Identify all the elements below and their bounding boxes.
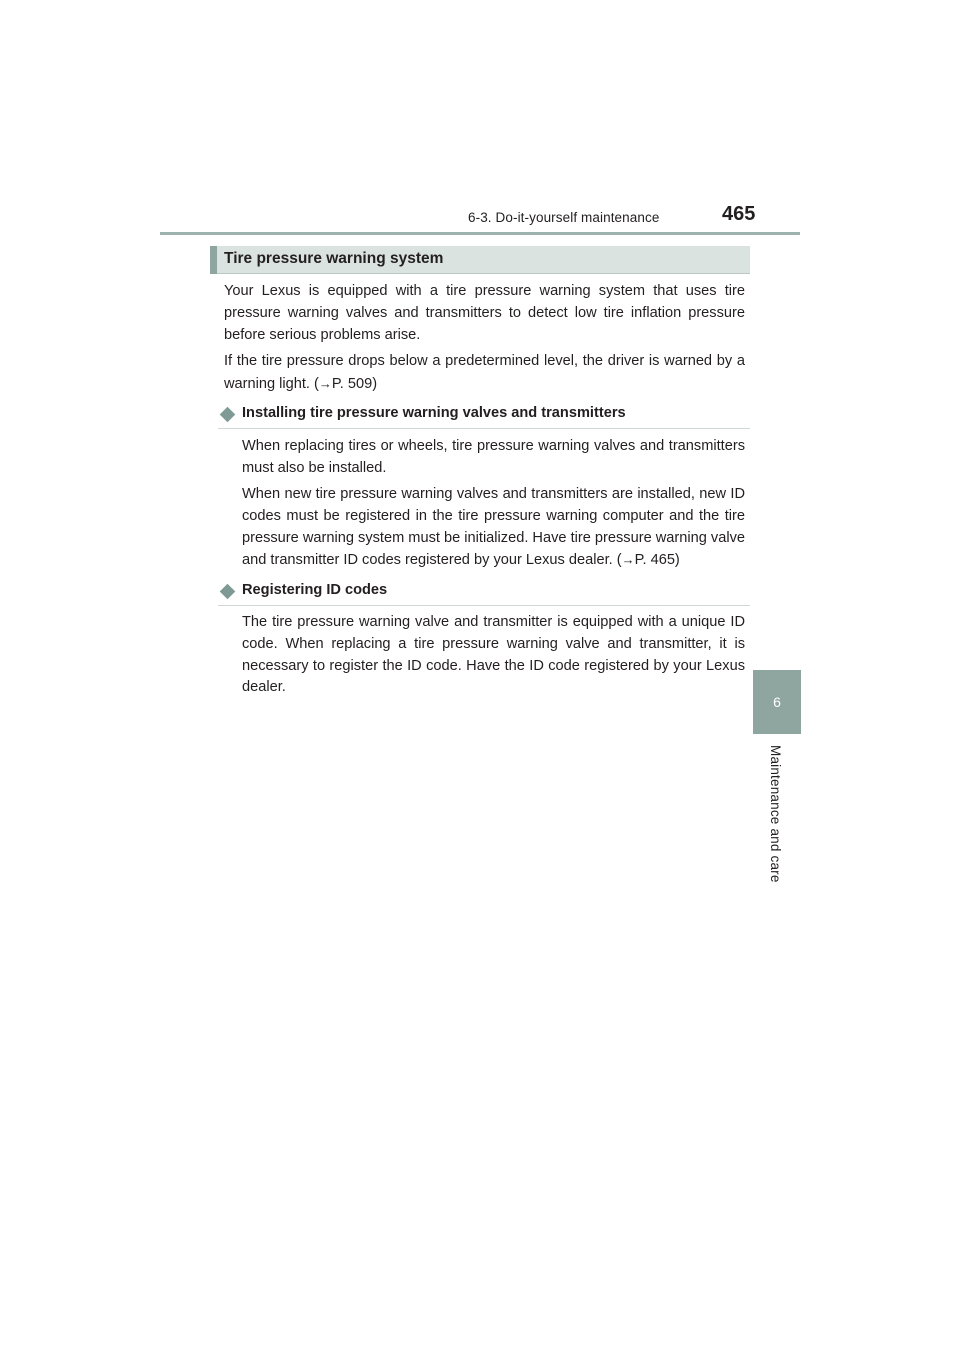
chapter-tab (753, 670, 801, 734)
section-title: Tire pressure warning system (224, 250, 444, 267)
subsection-paragraph: When replacing tires or wheels, tire pressure warning valves and transmitters must also be installed. (242, 438, 745, 476)
subsection-heading: Registering ID codes (242, 582, 388, 598)
subsection-heading: Installing tire pressure warning valves and transmitters (242, 405, 626, 421)
arrow-icon: → (318, 375, 332, 391)
running-header-section: 6-3. Do-it-yourself maintenance (468, 210, 660, 225)
subsection-paragraph (242, 484, 745, 572)
diamond-bullet-icon (220, 407, 236, 423)
page-number: 465 (722, 203, 756, 225)
arrow-icon: → (621, 552, 635, 568)
subsection-paragraph-text: When new tire pressure warning valves and transmitters are installed, new ID codes must be registered in the tire pressure warning computer and the tire pressure warning system must be initialized. Have tire pressure warning valve and transmitter ID codes registered by your Lexus dealer. ( (242, 486, 745, 569)
intro-paragraph-2-text: If the tire pressure drops below a predetermined level, the driver is warned by a warning light. ( (224, 353, 745, 392)
diamond-bullet-icon (220, 584, 236, 600)
chapter-label: Maintenance and care (768, 745, 783, 883)
subsection-divider (218, 428, 750, 429)
intro-paragraph-2 (224, 351, 745, 396)
intro-paragraph-1: Your Lexus is equipped with a tire pressure warning system that uses tire pressure warning valves and transmitters to detect low tire inflation pressure before serious problems arise. (224, 283, 745, 343)
section-bar-accent (210, 246, 217, 274)
page-reference-link[interactable]: P. 509) (331, 375, 378, 392)
subsection-paragraph: The tire pressure warning valve and transmitter is equipped with a unique ID code. When replacing a tire pressure warning valve and transmitter, it is necessary to register the ID code. Have the ID code registered by your Lexus dealer. (242, 614, 745, 696)
subsection-divider (218, 605, 750, 606)
header-divider (160, 232, 800, 235)
section-heading-bar (210, 246, 750, 274)
chapter-number: 6 (773, 694, 781, 710)
page-reference-link[interactable]: P. 465) (634, 552, 680, 569)
